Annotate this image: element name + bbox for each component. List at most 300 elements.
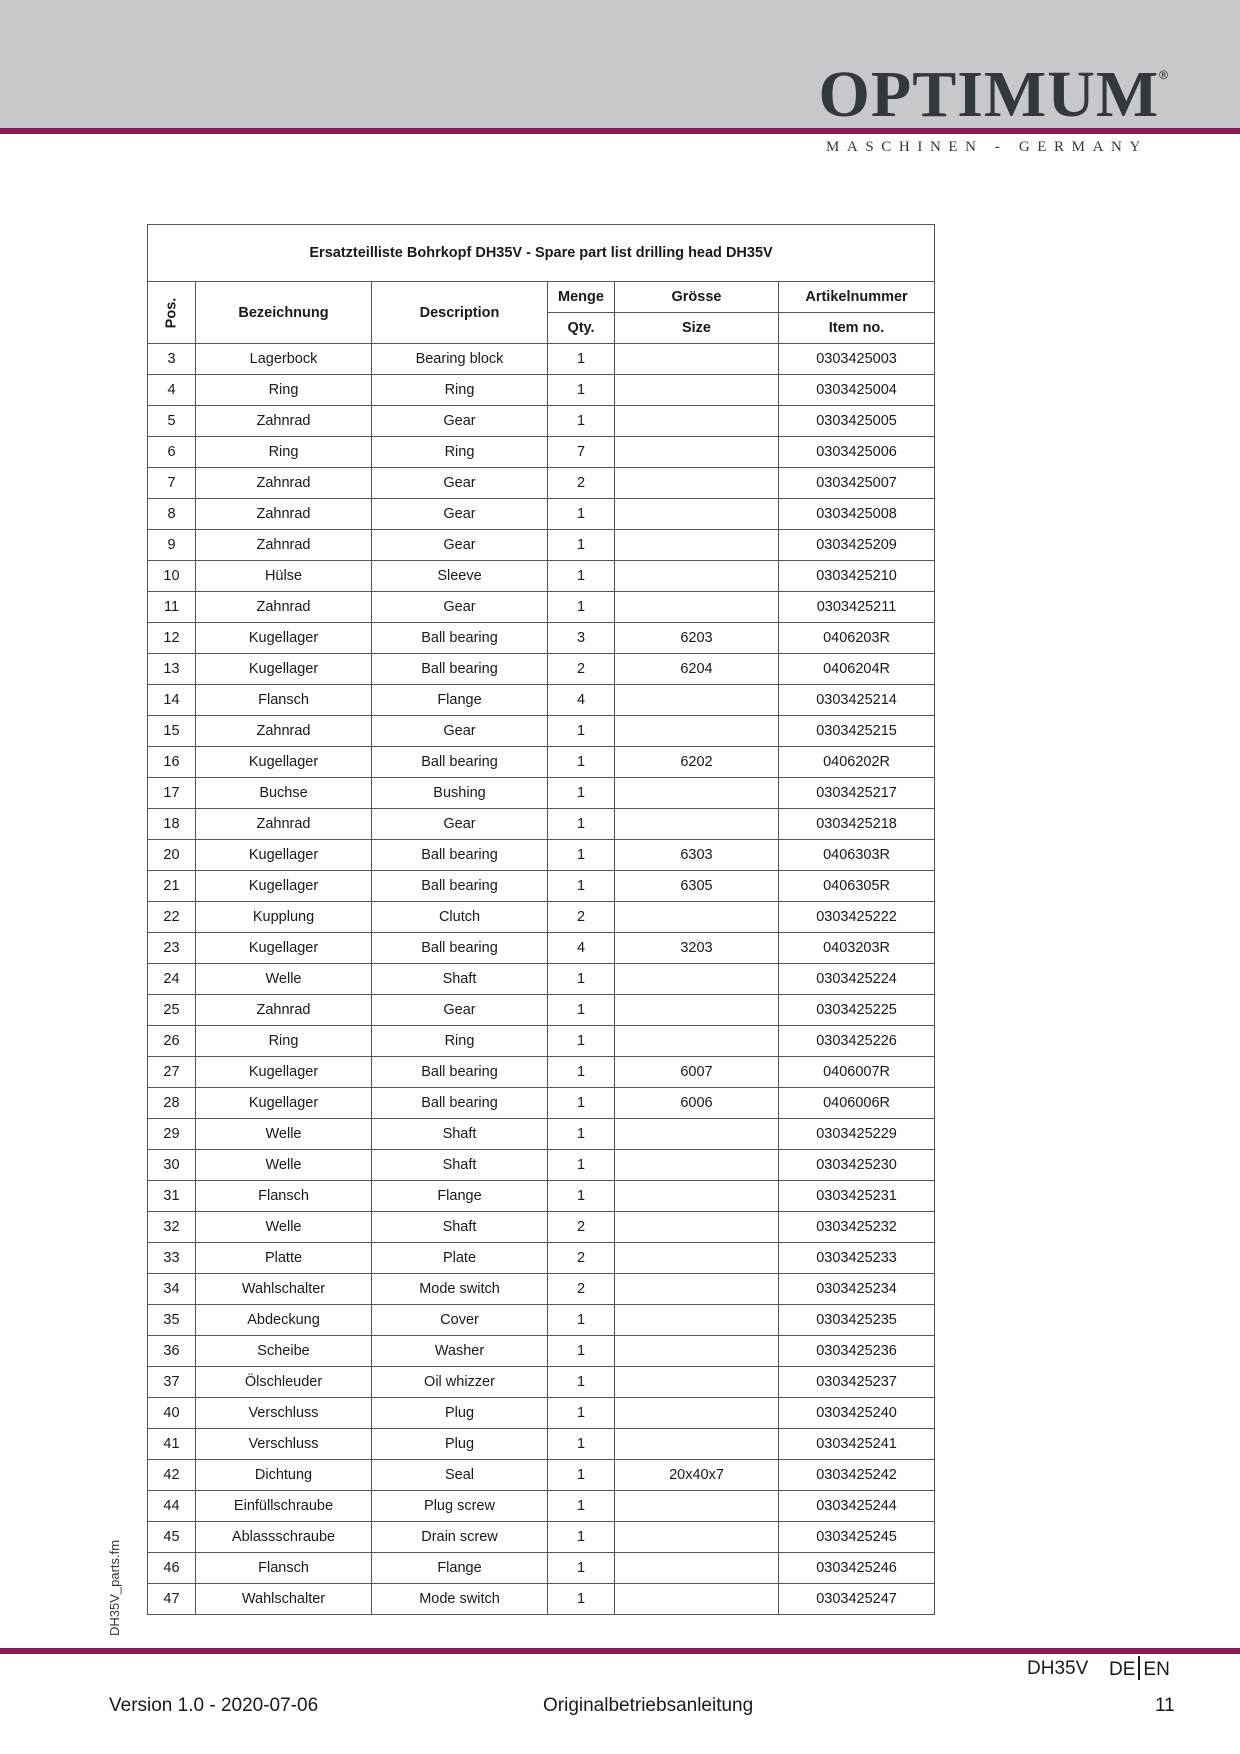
cell-pos: 12: [148, 623, 196, 654]
cell-description: Bearing block: [372, 344, 548, 375]
cell-description: Mode switch: [372, 1584, 548, 1615]
optimum-logo: [818, 58, 1168, 131]
table-row: [148, 871, 935, 902]
cell-qty: 1: [548, 995, 615, 1026]
cell-pos: 13: [148, 654, 196, 685]
cell-size: 6006: [615, 1088, 779, 1119]
cell-qty: 1: [548, 499, 615, 530]
cell-bezeichnung: Kupplung: [196, 902, 372, 933]
cell-pos: 40: [148, 1398, 196, 1429]
table-row: [148, 747, 935, 778]
logo-wordmark: OPTIMUM: [818, 58, 1160, 131]
table-row: [148, 530, 935, 561]
cell-size: [615, 499, 779, 530]
cell-size: [615, 561, 779, 592]
cell-bezeichnung: Hülse: [196, 561, 372, 592]
cell-bezeichnung: Einfüllschraube: [196, 1491, 372, 1522]
table-row: [148, 933, 935, 964]
cell-pos: 32: [148, 1212, 196, 1243]
cell-qty: 1: [548, 1150, 615, 1181]
cell-item-no: 0303425247: [779, 1584, 935, 1615]
cell-description: Plate: [372, 1243, 548, 1274]
cell-pos: 47: [148, 1584, 196, 1615]
cell-size: [615, 1491, 779, 1522]
header-item-no: Item no.: [779, 313, 935, 344]
cell-size: [615, 1398, 779, 1429]
cell-description: Flange: [372, 685, 548, 716]
cell-bezeichnung: Kugellager: [196, 871, 372, 902]
cell-pos: 14: [148, 685, 196, 716]
cell-bezeichnung: Abdeckung: [196, 1305, 372, 1336]
cell-description: Shaft: [372, 1212, 548, 1243]
table-row: [148, 1181, 935, 1212]
file-name-label: DH35V_parts.fm: [107, 1539, 122, 1636]
cell-qty: 1: [548, 592, 615, 623]
footer-manual-title: Originalbetriebsanleitung: [543, 1695, 754, 1716]
cell-item-no: 0403203R: [779, 933, 935, 964]
cell-item-no: 0303425211: [779, 592, 935, 623]
cell-item-no: 0303425233: [779, 1243, 935, 1274]
cell-bezeichnung: Kugellager: [196, 1088, 372, 1119]
cell-description: Ball bearing: [372, 623, 548, 654]
page-number: 11: [1155, 1695, 1175, 1716]
cell-description: Bushing: [372, 778, 548, 809]
cell-size: [615, 778, 779, 809]
cell-qty: 1: [548, 1584, 615, 1615]
footer-version: Version 1.0 - 2020-07-06: [109, 1695, 319, 1716]
cell-item-no: 0303425226: [779, 1026, 935, 1057]
cell-qty: 1: [548, 778, 615, 809]
cell-qty: 2: [548, 1212, 615, 1243]
cell-description: Oil whizzer: [372, 1367, 548, 1398]
cell-size: [615, 1522, 779, 1553]
cell-bezeichnung: Kugellager: [196, 747, 372, 778]
cell-pos: 41: [148, 1429, 196, 1460]
cell-description: Gear: [372, 406, 548, 437]
cell-description: Plug: [372, 1398, 548, 1429]
table-row: [148, 1460, 935, 1491]
table-row: [148, 1336, 935, 1367]
table-row: [148, 840, 935, 871]
table-row: [148, 964, 935, 995]
cell-description: Clutch: [372, 902, 548, 933]
header-pos: Pos.: [148, 282, 196, 344]
cell-item-no: 0303425230: [779, 1150, 935, 1181]
cell-size: [615, 1150, 779, 1181]
cell-bezeichnung: Zahnrad: [196, 592, 372, 623]
cell-size: [615, 902, 779, 933]
cell-size: [615, 1305, 779, 1336]
cell-pos: 46: [148, 1553, 196, 1584]
cell-item-no: 0303425237: [779, 1367, 935, 1398]
table-row: [148, 592, 935, 623]
cell-description: Ball bearing: [372, 840, 548, 871]
cell-pos: 21: [148, 871, 196, 902]
cell-pos: 44: [148, 1491, 196, 1522]
cell-qty: 4: [548, 685, 615, 716]
cell-qty: 1: [548, 1057, 615, 1088]
cell-size: [615, 809, 779, 840]
cell-pos: 18: [148, 809, 196, 840]
cell-item-no: 0303425007: [779, 468, 935, 499]
cell-size: [615, 685, 779, 716]
table-title-row: [148, 225, 935, 282]
cell-size: 3203: [615, 933, 779, 964]
cell-bezeichnung: Ring: [196, 375, 372, 406]
cell-qty: 1: [548, 1398, 615, 1429]
cell-bezeichnung: Kugellager: [196, 933, 372, 964]
table-row: [148, 1584, 935, 1615]
cell-pos: 33: [148, 1243, 196, 1274]
cell-item-no: 0303425235: [779, 1305, 935, 1336]
cell-pos: 3: [148, 344, 196, 375]
cell-description: Gear: [372, 530, 548, 561]
cell-item-no: 0303425210: [779, 561, 935, 592]
cell-bezeichnung: Zahnrad: [196, 995, 372, 1026]
cell-qty: 4: [548, 933, 615, 964]
cell-bezeichnung: Kugellager: [196, 840, 372, 871]
cell-item-no: 0303425008: [779, 499, 935, 530]
cell-size: [615, 716, 779, 747]
cell-item-no: 0406007R: [779, 1057, 935, 1088]
cell-description: Plug: [372, 1429, 548, 1460]
cell-bezeichnung: Kugellager: [196, 623, 372, 654]
cell-description: Flange: [372, 1181, 548, 1212]
table-row: [148, 1274, 935, 1305]
cell-bezeichnung: Scheibe: [196, 1336, 372, 1367]
cell-pos: 45: [148, 1522, 196, 1553]
logo-subtitle: MASCHINEN - GERMANY: [826, 139, 1148, 155]
header-menge: Menge: [548, 282, 615, 313]
cell-item-no: 0303425217: [779, 778, 935, 809]
cell-bezeichnung: Welle: [196, 1150, 372, 1181]
cell-bezeichnung: Verschluss: [196, 1398, 372, 1429]
registered-mark: ®: [1159, 68, 1168, 82]
cell-size: 20x40x7: [615, 1460, 779, 1491]
cell-item-no: 0303425005: [779, 406, 935, 437]
footer-model: DH35V: [1027, 1658, 1089, 1679]
header-bezeichnung: Bezeichnung: [196, 282, 372, 344]
cell-bezeichnung: Welle: [196, 1119, 372, 1150]
table-row: [148, 1119, 935, 1150]
cell-description: Ball bearing: [372, 871, 548, 902]
cell-item-no: 0303425244: [779, 1491, 935, 1522]
cell-size: [615, 1336, 779, 1367]
cell-pos: 30: [148, 1150, 196, 1181]
cell-qty: 1: [548, 1553, 615, 1584]
cell-pos: 11: [148, 592, 196, 623]
cell-qty: 1: [548, 716, 615, 747]
cell-qty: 1: [548, 344, 615, 375]
cell-pos: 7: [148, 468, 196, 499]
table-row: [148, 375, 935, 406]
cell-qty: 1: [548, 1429, 615, 1460]
cell-size: 6203: [615, 623, 779, 654]
cell-size: [615, 344, 779, 375]
cell-description: Washer: [372, 1336, 548, 1367]
table-row: [148, 561, 935, 592]
cell-pos: 10: [148, 561, 196, 592]
cell-qty: 2: [548, 654, 615, 685]
cell-pos: 25: [148, 995, 196, 1026]
cell-description: Ring: [372, 437, 548, 468]
cell-bezeichnung: Lagerbock: [196, 344, 372, 375]
cell-qty: 1: [548, 840, 615, 871]
cell-description: Gear: [372, 716, 548, 747]
cell-qty: 2: [548, 1243, 615, 1274]
cell-description: Drain screw: [372, 1522, 548, 1553]
cell-description: Shaft: [372, 1150, 548, 1181]
table-row: [148, 468, 935, 499]
cell-bezeichnung: Zahnrad: [196, 499, 372, 530]
table-row: [148, 344, 935, 375]
cell-size: [615, 1119, 779, 1150]
table-row: [148, 902, 935, 933]
cell-qty: 1: [548, 406, 615, 437]
header-qty: Qty.: [548, 313, 615, 344]
cell-size: [615, 1367, 779, 1398]
table-row: [148, 1243, 935, 1274]
cell-size: [615, 530, 779, 561]
cell-qty: 1: [548, 1026, 615, 1057]
header-artikelnummer: Artikelnummer: [779, 282, 935, 313]
cell-qty: 1: [548, 1491, 615, 1522]
cell-bezeichnung: Verschluss: [196, 1429, 372, 1460]
cell-pos: 9: [148, 530, 196, 561]
cell-size: [615, 995, 779, 1026]
cell-bezeichnung: Zahnrad: [196, 468, 372, 499]
header-groesse: Grösse: [615, 282, 779, 313]
cell-size: [615, 1429, 779, 1460]
cell-bezeichnung: Wahlschalter: [196, 1584, 372, 1615]
cell-bezeichnung: Platte: [196, 1243, 372, 1274]
cell-item-no: 0303425215: [779, 716, 935, 747]
cell-item-no: 0303425224: [779, 964, 935, 995]
table-row: [148, 1522, 935, 1553]
cell-pos: 23: [148, 933, 196, 964]
cell-pos: 26: [148, 1026, 196, 1057]
lang-en: EN: [1143, 1659, 1170, 1681]
cell-bezeichnung: Ring: [196, 437, 372, 468]
footer-rule: [0, 1648, 1240, 1654]
table-row: [148, 1305, 935, 1336]
cell-bezeichnung: Wahlschalter: [196, 1274, 372, 1305]
cell-description: Ball bearing: [372, 1057, 548, 1088]
cell-pos: 22: [148, 902, 196, 933]
table-row: [148, 1026, 935, 1057]
cell-description: Shaft: [372, 964, 548, 995]
cell-size: 6007: [615, 1057, 779, 1088]
cell-item-no: 0303425006: [779, 437, 935, 468]
table-row: [148, 1367, 935, 1398]
cell-description: Shaft: [372, 1119, 548, 1150]
cell-description: Ball bearing: [372, 933, 548, 964]
cell-item-no: 0303425240: [779, 1398, 935, 1429]
cell-description: Gear: [372, 592, 548, 623]
cell-description: Sleeve: [372, 561, 548, 592]
cell-pos: 36: [148, 1336, 196, 1367]
table-row: [148, 1429, 935, 1460]
cell-bezeichnung: Zahnrad: [196, 530, 372, 561]
table-row: [148, 1398, 935, 1429]
cell-item-no: 0303425231: [779, 1181, 935, 1212]
table-row: [148, 406, 935, 437]
cell-size: [615, 1212, 779, 1243]
cell-size: [615, 1181, 779, 1212]
cell-qty: 1: [548, 964, 615, 995]
cell-bezeichnung: Zahnrad: [196, 406, 372, 437]
table-body: [148, 344, 935, 1615]
cell-bezeichnung: Ölschleuder: [196, 1367, 372, 1398]
table-row: [148, 995, 935, 1026]
cell-qty: 1: [548, 1181, 615, 1212]
cell-item-no: 0303425236: [779, 1336, 935, 1367]
cell-size: 6202: [615, 747, 779, 778]
cell-size: [615, 437, 779, 468]
cell-description: Ball bearing: [372, 747, 548, 778]
cell-item-no: 0406204R: [779, 654, 935, 685]
cell-qty: 1: [548, 871, 615, 902]
cell-qty: 1: [548, 375, 615, 406]
cell-qty: 1: [548, 809, 615, 840]
cell-item-no: 0303425218: [779, 809, 935, 840]
cell-qty: 2: [548, 1274, 615, 1305]
header-size: Size: [615, 313, 779, 344]
lang-de: DE: [1109, 1659, 1136, 1681]
cell-bezeichnung: Zahnrad: [196, 716, 372, 747]
cell-qty: 1: [548, 1119, 615, 1150]
table-row: [148, 1553, 935, 1584]
cell-size: [615, 375, 779, 406]
cell-item-no: 0303425242: [779, 1460, 935, 1491]
table-row: [148, 778, 935, 809]
cell-size: 6303: [615, 840, 779, 871]
cell-pos: 8: [148, 499, 196, 530]
cell-size: [615, 964, 779, 995]
cell-qty: 1: [548, 530, 615, 561]
cell-qty: 7: [548, 437, 615, 468]
cell-qty: 1: [548, 1367, 615, 1398]
table-row: [148, 623, 935, 654]
table-row: [148, 809, 935, 840]
cell-qty: 1: [548, 747, 615, 778]
table-row: [148, 499, 935, 530]
table-header-row-1: [148, 282, 935, 313]
cell-pos: 4: [148, 375, 196, 406]
cell-description: Flange: [372, 1553, 548, 1584]
cell-item-no: 0303425229: [779, 1119, 935, 1150]
table-row: [148, 685, 935, 716]
spare-parts-table: [147, 224, 935, 1615]
cell-pos: 31: [148, 1181, 196, 1212]
table-row: [148, 1212, 935, 1243]
cell-size: [615, 1553, 779, 1584]
cell-description: Gear: [372, 499, 548, 530]
cell-size: 6305: [615, 871, 779, 902]
cell-description: Gear: [372, 809, 548, 840]
cell-description: Seal: [372, 1460, 548, 1491]
table-row: [148, 1491, 935, 1522]
cell-item-no: 0303425214: [779, 685, 935, 716]
cell-item-no: 0406203R: [779, 623, 935, 654]
cell-qty: 1: [548, 1336, 615, 1367]
cell-item-no: 0303425234: [779, 1274, 935, 1305]
cell-bezeichnung: Buchse: [196, 778, 372, 809]
footer-language: [1109, 1658, 1170, 1682]
cell-bezeichnung: Dichtung: [196, 1460, 372, 1491]
cell-bezeichnung: Ring: [196, 1026, 372, 1057]
cell-bezeichnung: Welle: [196, 964, 372, 995]
cell-pos: 6: [148, 437, 196, 468]
cell-bezeichnung: Zahnrad: [196, 809, 372, 840]
cell-bezeichnung: Flansch: [196, 1553, 372, 1584]
cell-description: Plug screw: [372, 1491, 548, 1522]
cell-item-no: 0406303R: [779, 840, 935, 871]
cell-qty: 1: [548, 1460, 615, 1491]
cell-description: Gear: [372, 468, 548, 499]
cell-description: Ring: [372, 1026, 548, 1057]
cell-bezeichnung: Kugellager: [196, 1057, 372, 1088]
cell-pos: 34: [148, 1274, 196, 1305]
cell-item-no: 0303425241: [779, 1429, 935, 1460]
cell-pos: 15: [148, 716, 196, 747]
cell-pos: 37: [148, 1367, 196, 1398]
cell-description: Ball bearing: [372, 1088, 548, 1119]
cell-qty: 1: [548, 561, 615, 592]
cell-qty: 3: [548, 623, 615, 654]
table-title: Ersatzteilliste Bohrkopf DH35V - Spare part list drilling head DH35V: [148, 225, 935, 282]
lang-separator: [1138, 1656, 1140, 1680]
cell-item-no: 0303425004: [779, 375, 935, 406]
table-row: [148, 654, 935, 685]
cell-pos: 35: [148, 1305, 196, 1336]
cell-size: [615, 592, 779, 623]
cell-pos: 29: [148, 1119, 196, 1150]
cell-size: [615, 1026, 779, 1057]
table-row: [148, 437, 935, 468]
cell-item-no: 0303425245: [779, 1522, 935, 1553]
cell-size: [615, 406, 779, 437]
cell-item-no: 0303425232: [779, 1212, 935, 1243]
cell-description: Ring: [372, 375, 548, 406]
cell-pos: 17: [148, 778, 196, 809]
cell-bezeichnung: Kugellager: [196, 654, 372, 685]
header-description: Description: [372, 282, 548, 344]
cell-bezeichnung: Welle: [196, 1212, 372, 1243]
cell-bezeichnung: Flansch: [196, 685, 372, 716]
cell-pos: 28: [148, 1088, 196, 1119]
cell-size: 6204: [615, 654, 779, 685]
cell-item-no: 0406202R: [779, 747, 935, 778]
cell-item-no: 0303425003: [779, 344, 935, 375]
cell-description: Mode switch: [372, 1274, 548, 1305]
cell-qty: 1: [548, 1088, 615, 1119]
cell-pos: 42: [148, 1460, 196, 1491]
table-row: [148, 1057, 935, 1088]
cell-item-no: 0406305R: [779, 871, 935, 902]
cell-pos: 24: [148, 964, 196, 995]
cell-qty: 2: [548, 468, 615, 499]
cell-item-no: 0303425246: [779, 1553, 935, 1584]
cell-pos: 20: [148, 840, 196, 871]
cell-item-no: 0303425225: [779, 995, 935, 1026]
cell-pos: 16: [148, 747, 196, 778]
cell-description: Gear: [372, 995, 548, 1026]
table-row: [148, 716, 935, 747]
table-row: [148, 1088, 935, 1119]
cell-description: Cover: [372, 1305, 548, 1336]
cell-qty: 2: [548, 902, 615, 933]
